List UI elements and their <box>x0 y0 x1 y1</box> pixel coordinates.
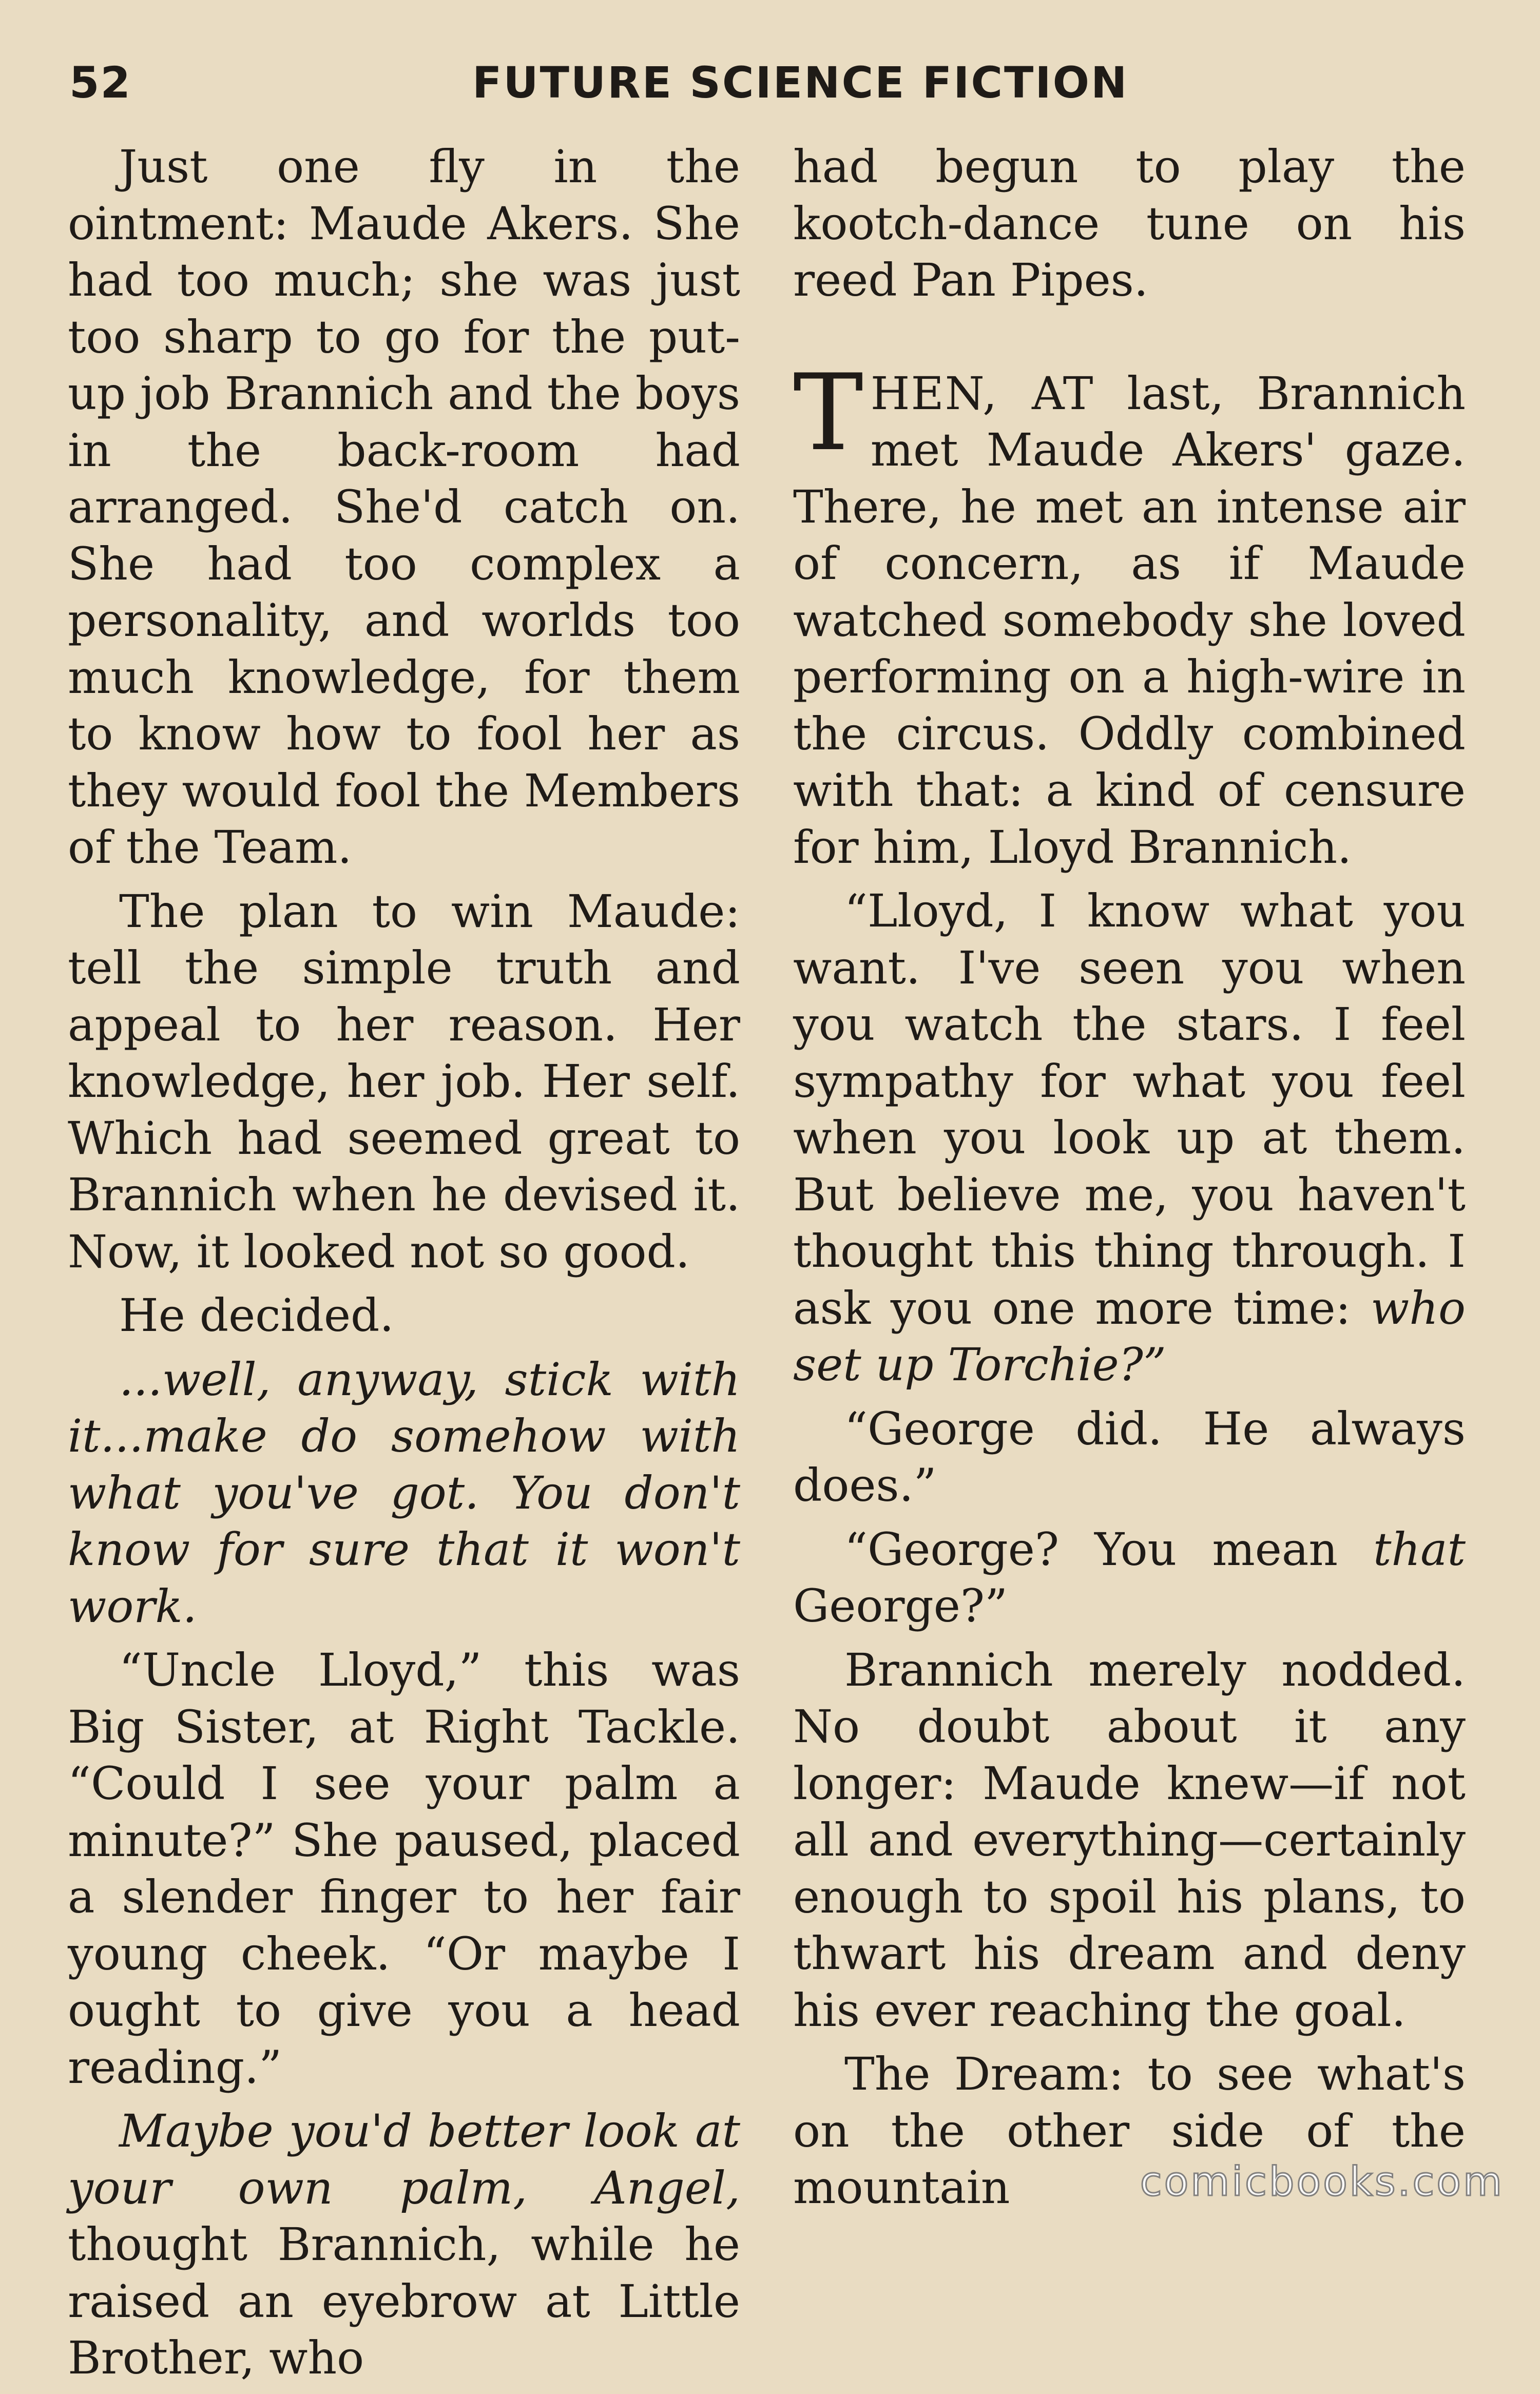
paragraph: had begun to play the kootch-dance tune on his reed Pan Pipes. <box>793 140 1466 306</box>
paragraph-text: George?” <box>793 1579 1008 1632</box>
paragraph: The plan to win Maude: tell the simple truth and appeal to her reason. Her knowledge, her job. Her self. Which had seemed great to Brannich when he devised it. Now, it looked not so good. <box>68 884 740 1278</box>
paragraph-text: “Lloyd, I know what you want. I've seen you when you watch the stars. I feel sympathy for what you feel when you look up at them. But believe me, you haven't thought this thing through. I ask you one more time: <box>793 884 1466 1335</box>
right-column <box>793 139 1466 2224</box>
page-header <box>69 57 1466 114</box>
paragraph <box>793 1521 1466 1635</box>
running-title: FUTURE SCIENCE FICTION <box>472 57 1129 108</box>
drop-cap: T <box>793 352 863 474</box>
paragraph: Brannich merely nodded. No doubt about it any longer: Maude knew—if not all and everything—certainly enough to spoil his plans, to thwart his dream and deny his ever reaching the goal. <box>793 1643 1466 2037</box>
small-caps-lead: HEN, AT <box>870 366 1094 420</box>
paragraph-text: “George? You mean <box>844 1522 1374 1576</box>
paragraph-text: thought Brannich, while he raised an eyebrow at Little Brother, who <box>68 2218 740 2384</box>
paragraph <box>68 2103 740 2387</box>
paragraph: Just one fly in the ointment: Maude Akers. She had too much; she was just too sharp to go for the put-up job Brannich and the boys in the back-room had arranged. She'd catch on. She had too complex a personality, and worlds too much knowledge, for them to know how to fool her as they would fool the Members of the Team. <box>68 140 740 874</box>
paragraph <box>793 883 1466 1394</box>
paragraph: He decided. <box>119 1289 394 1342</box>
left-column <box>68 139 740 2394</box>
paragraph: “George did. He always does.” <box>793 1402 1466 1512</box>
paragraph: “Uncle Lloyd,” this was Big Sister, at Right Tackle. “Could I see your palm a minute?” She paused, placed a slender finger to her fair young cheek. “Or maybe I ought to give you a head reading.” <box>68 1644 740 2094</box>
italic-thought: Maybe you'd better look at your own palm, Angel, <box>68 2105 740 2214</box>
paragraph-italic <box>68 1352 740 1635</box>
paragraph-with-drop-cap <box>793 352 1466 876</box>
paragraph: The Dream: to see what's on the other side of the mountain <box>793 2048 1466 2214</box>
watermark: comicbooks.com <box>1140 2159 1504 2205</box>
paragraph-text: last, Brannich met Maude Akers' gaze. There, he met an intense air of concern, as if Maude watched somebody she loved performing on a high-wire in the circus. Oddly combined with that: a kind of censure for him, Lloyd Brannich. <box>793 366 1466 874</box>
italic-thought: ...well, anyway, stick with it...make do somehow with what you've got. You don't know for sure that it won't work. <box>68 1353 740 1633</box>
italic-phrase: that <box>1373 1522 1466 1576</box>
italic-phrase: who set up Torchie?” <box>793 1281 1466 1391</box>
page-number: 52 <box>69 57 131 108</box>
